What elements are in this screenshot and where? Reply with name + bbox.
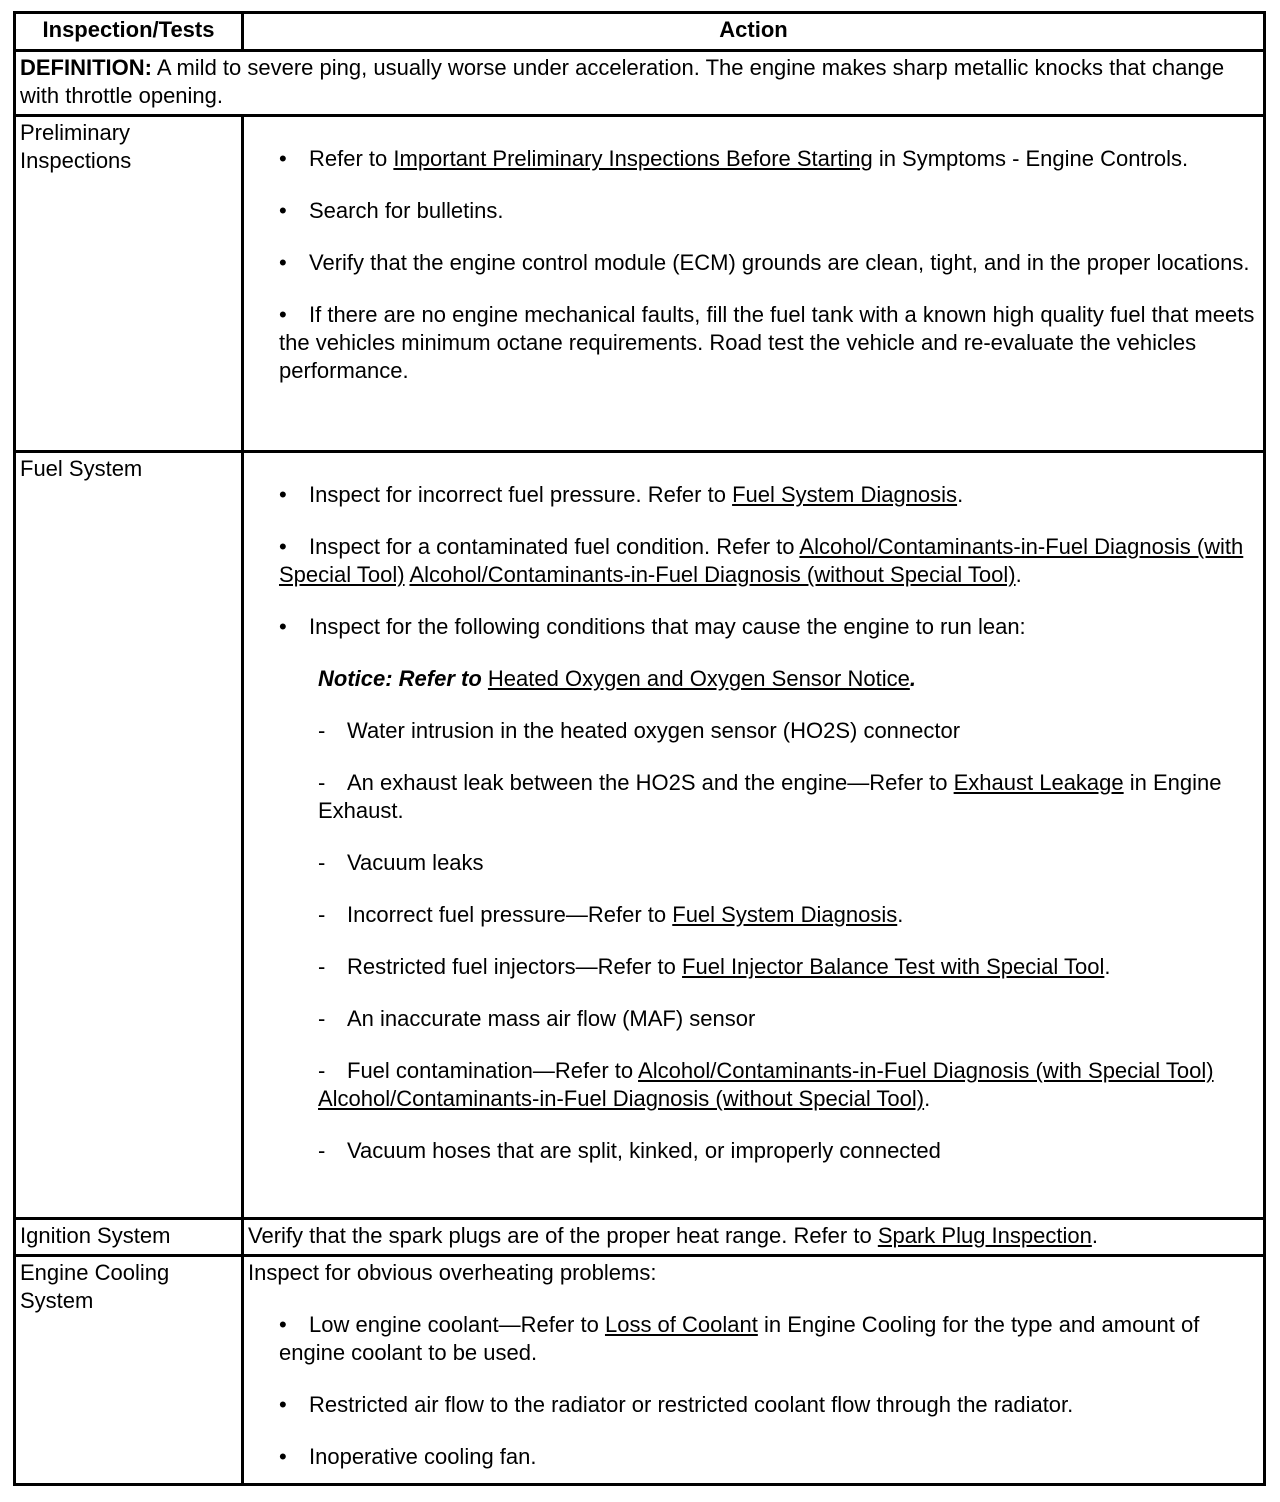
bullet-item (279, 613, 1259, 641)
bullet-text: Inspect for a contaminated fuel condition. Refer to (309, 534, 800, 559)
sub-item (318, 769, 1259, 825)
bullet-text: . (957, 482, 964, 507)
dash-glyph: - (318, 1006, 326, 1031)
bullet-text: Refer to (309, 146, 394, 171)
definition-row (15, 51, 1265, 116)
cooling-intro: Inspect for obvious overheating problems: (248, 1260, 657, 1285)
row-label-cell (15, 116, 243, 452)
link-spark-plug-inspection[interactable]: Spark Plug Inspection (877, 1223, 1092, 1248)
dash-glyph: - (318, 902, 326, 927)
sub-item (318, 849, 1259, 877)
sub-item (318, 953, 1259, 981)
link-alcohol-contaminants-without-tool[interactable]: Alcohol/Contaminants-in-Fuel Diagnosis (without Special Tool) (318, 1086, 925, 1111)
sub-item (318, 1005, 1259, 1033)
sub-text: . (1104, 954, 1111, 979)
link-heated-oxygen-sensor-notice[interactable]: Heated Oxygen and Oxygen Sensor Notice (487, 666, 910, 691)
link-alcohol-contaminants-with-tool[interactable]: Alcohol/Contaminants-in-Fuel Diagnosis (with Special Tool) (638, 1058, 1214, 1083)
bullet-item (279, 1311, 1259, 1367)
dash-glyph: - (318, 850, 326, 875)
sub-text: Vacuum hoses that are split, kinked, or improperly connected (347, 1138, 941, 1163)
sub-text: Incorrect fuel pressure—Refer to (347, 902, 673, 927)
row-label-cell (15, 452, 243, 1219)
bullet-text: If there are no engine mechanical faults, fill the fuel tank with a known high quality fuel that meets the vehicles minimum octane requirements. Road test the vehicle and re-evaluate the vehicles performance. (279, 302, 1255, 383)
link-important-preliminary-inspections[interactable]: Important Preliminary Inspections Before Starting (393, 146, 873, 171)
bullet-text: Verify that the engine control module (ECM) grounds are clean, tight, and in the proper locations. (309, 250, 1250, 275)
link-fuel-system-diagnosis[interactable]: Fuel System Diagnosis (732, 482, 958, 507)
link-exhaust-leakage[interactable]: Exhaust Leakage (953, 770, 1124, 795)
action-text (248, 1220, 1259, 1250)
sub-item (318, 1137, 1259, 1165)
bullet-glyph: • (279, 614, 287, 639)
link-fuel-system-diagnosis[interactable]: Fuel System Diagnosis (672, 902, 898, 927)
notice-label: Notice: Refer to (318, 666, 482, 691)
sub-text: An inaccurate mass air flow (MAF) sensor (347, 1006, 756, 1031)
sub-text: . (924, 1086, 931, 1111)
bullet-text: . (1015, 562, 1022, 587)
row-label-cell (15, 1219, 243, 1256)
row-label: Ignition System (20, 1223, 171, 1248)
plain-text: Verify that the spark plugs are of the proper heat range. Refer to (248, 1223, 878, 1248)
bullet-text: Inoperative cooling fan. (309, 1444, 537, 1469)
row-label: Fuel System (20, 456, 143, 481)
sub-text: Vacuum leaks (347, 850, 484, 875)
table-row-fuel-system (15, 452, 1265, 1219)
row-label-cell (15, 1256, 243, 1485)
sub-item (318, 1057, 1259, 1113)
plain-text: . (1091, 1223, 1098, 1248)
definition-label: DEFINITION: (20, 55, 152, 80)
link-fuel-injector-balance-test[interactable]: Fuel Injector Balance Test with Special Tool (682, 954, 1105, 979)
dash-glyph: - (318, 1058, 326, 1083)
table-row-preliminary (15, 116, 1265, 452)
bullet-item (279, 1391, 1259, 1419)
sub-text: An exhaust leak between the HO2S and the engine—Refer to (347, 770, 954, 795)
row-action-cell (243, 452, 1265, 1219)
row-label: Engine Cooling System (20, 1260, 170, 1313)
bullet-glyph: • (279, 534, 287, 559)
header-row (15, 13, 1265, 51)
link-alcohol-contaminants-without-tool[interactable]: Alcohol/Contaminants-in-Fuel Diagnosis (without Special Tool) (409, 562, 1016, 587)
header-inspection-tests: Inspection/Tests (15, 13, 243, 51)
bullet-glyph: • (279, 482, 287, 507)
dash-glyph: - (318, 1138, 326, 1163)
definition-cell (15, 51, 1265, 116)
dash-glyph: - (318, 954, 326, 979)
bullet-item (279, 197, 1259, 225)
bullet-text: Inspect for the following conditions that may cause the engine to run lean: (309, 614, 1026, 639)
sub-item (318, 717, 1259, 745)
bullet-item (279, 249, 1259, 277)
notice-period: . (909, 666, 916, 691)
bullet-glyph: • (279, 302, 287, 327)
dash-glyph: - (318, 770, 326, 795)
sub-text: in Engine Exhaust. (318, 770, 1222, 823)
bullet-text: in Symptoms - Engine Controls. (872, 146, 1189, 171)
diagnostic-table (13, 11, 1266, 1486)
bullet-text: Restricted air flow to the radiator or restricted coolant flow through the radiator. (309, 1392, 1074, 1417)
row-action-cell (243, 1256, 1265, 1485)
bullet-text: Search for bulletins. (309, 198, 504, 223)
bullet-item (279, 481, 1259, 509)
row-action-cell (243, 116, 1265, 452)
dash-glyph: - (318, 718, 326, 743)
sub-text: Water intrusion in the heated oxygen sensor (HO2S) connector (347, 718, 961, 743)
row-label: Preliminary Inspections (20, 120, 132, 173)
bullet-glyph: • (279, 1392, 287, 1417)
sub-item (318, 901, 1259, 929)
definition-text: A mild to severe ping, usually worse under acceleration. The engine makes sharp metallic knocks that change with throttle opening. (20, 55, 1225, 108)
bullet-item (279, 1443, 1259, 1471)
table-row-engine-cooling (15, 1256, 1265, 1485)
header-action: Action (243, 13, 1265, 51)
bullet-text: Inspect for incorrect fuel pressure. Refer to (309, 482, 733, 507)
bullet-item (279, 533, 1259, 589)
bullet-item (279, 301, 1259, 385)
link-alcohol-contaminants-with-tool[interactable]: Alcohol/Contaminants-in-Fuel Diagnosis (with Special Tool) (279, 534, 1244, 587)
bullet-text: Low engine coolant—Refer to (309, 1312, 605, 1337)
bullet-glyph: • (279, 250, 287, 275)
notice (318, 665, 1259, 693)
sub-text: Fuel contamination—Refer to (347, 1058, 639, 1083)
link-loss-of-coolant[interactable]: Loss of Coolant (604, 1312, 758, 1337)
table-row-ignition-system (15, 1219, 1265, 1256)
bullet-glyph: • (279, 1444, 287, 1469)
bullet-text: in Engine Cooling for the type and amount of engine coolant to be used. (279, 1312, 1200, 1365)
bullet-glyph: • (279, 198, 287, 223)
bullet-glyph: • (279, 1312, 287, 1337)
bullet-item (279, 145, 1259, 173)
sub-text: . (897, 902, 904, 927)
bullet-glyph: • (279, 146, 287, 171)
row-action-cell (243, 1219, 1265, 1256)
sub-text: Restricted fuel injectors—Refer to (347, 954, 683, 979)
